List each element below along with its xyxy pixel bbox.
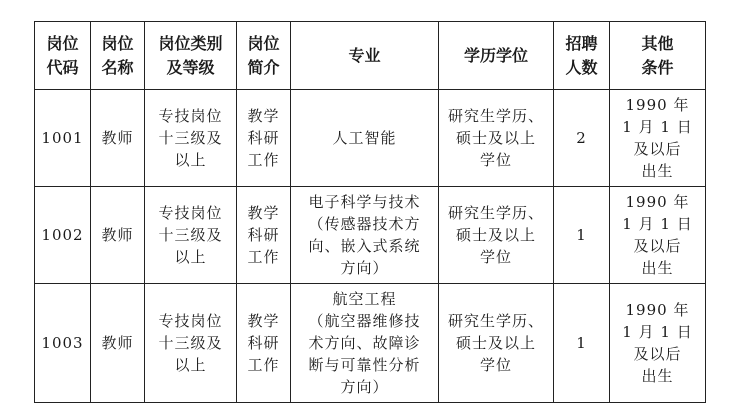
cell-text: 1990 年 [625, 193, 690, 211]
cell-text: 十三级及 [158, 226, 223, 244]
cell-text: 及以后 [633, 345, 682, 363]
cell-intro [237, 187, 291, 284]
cell-category [145, 284, 237, 403]
cell-text: 工作 [247, 356, 280, 374]
cell-text: 方向） [340, 259, 389, 277]
cell-intro [237, 90, 291, 187]
header-text: 人数 [565, 57, 598, 77]
cell-text: 硕士及以上 [455, 226, 536, 244]
cell-name: 教师 [91, 284, 145, 403]
cell-text: 教学 [247, 204, 280, 222]
cell-text: 十三级及 [158, 334, 223, 352]
cell-text: 学位 [479, 356, 512, 374]
table-row [35, 187, 706, 284]
cell-text: 1 月 1 日 [622, 323, 693, 341]
cell-text: 专技岗位 [158, 312, 223, 330]
cell-text: 硕士及以上 [455, 334, 536, 352]
cell-text: 向、嵌入式系统 [308, 237, 421, 255]
header-text: 学历学位 [463, 45, 528, 65]
cell-text: 及以后 [633, 140, 682, 158]
header-cell-education [439, 22, 554, 90]
header-text: 岗位类别 [158, 33, 223, 53]
cell-education [439, 90, 554, 187]
cell-text: 学位 [479, 248, 512, 266]
cell-name: 教师 [91, 90, 145, 187]
header-text: 简介 [247, 57, 280, 77]
cell-count: 1 [554, 284, 610, 403]
header-text: 条件 [641, 57, 674, 77]
header-cell-code [35, 22, 91, 90]
header-text: 其他 [641, 33, 674, 53]
cell-conditions [610, 90, 706, 187]
cell-text: 出生 [641, 162, 674, 180]
cell-text: 以上 [174, 356, 207, 374]
cell-text: 术方向、故障诊 [308, 334, 421, 352]
cell-text: 及以后 [633, 237, 682, 255]
cell-count: 2 [554, 90, 610, 187]
recruitment-table [34, 21, 706, 403]
cell-text: 1990 年 [625, 96, 690, 114]
cell-code: 1001 [35, 90, 91, 187]
cell-text: 1 月 1 日 [622, 118, 693, 136]
cell-conditions [610, 187, 706, 284]
header-cell-name [91, 22, 145, 90]
header-cell-intro [237, 22, 291, 90]
cell-text: 科研 [247, 226, 280, 244]
cell-text: 航空工程 [332, 290, 397, 308]
header-cell-conditions [610, 22, 706, 90]
header-text: 专业 [348, 45, 381, 65]
cell-education [439, 284, 554, 403]
cell-text: 研究生学历、 [447, 107, 544, 125]
cell-text: 研究生学历、 [447, 204, 544, 222]
cell-text: 人工智能 [332, 129, 397, 147]
cell-code: 1003 [35, 284, 91, 403]
header-cell-major [291, 22, 439, 90]
cell-text: 电子科学与技术 [308, 193, 421, 211]
cell-text: 以上 [174, 151, 207, 169]
cell-intro [237, 284, 291, 403]
header-text: 岗位 [101, 33, 134, 53]
cell-text: 1990 年 [625, 301, 690, 319]
cell-text: 学位 [479, 151, 512, 169]
cell-text: 工作 [247, 151, 280, 169]
cell-text: （传感器技术方 [308, 215, 421, 233]
cell-text: 研究生学历、 [447, 312, 544, 330]
cell-text: 以上 [174, 248, 207, 266]
cell-text: 工作 [247, 248, 280, 266]
cell-code: 1002 [35, 187, 91, 284]
cell-category [145, 187, 237, 284]
cell-text: 教学 [247, 107, 280, 125]
cell-major [291, 187, 439, 284]
table-row [35, 90, 706, 187]
header-text: 及等级 [166, 57, 215, 77]
header-row [35, 22, 706, 90]
cell-text: 教学 [247, 312, 280, 330]
cell-text: 科研 [247, 129, 280, 147]
cell-name: 教师 [91, 187, 145, 284]
table-row [35, 284, 706, 403]
header-cell-category [145, 22, 237, 90]
cell-conditions [610, 284, 706, 403]
cell-text: 断与可靠性分析 [308, 356, 421, 374]
header-text: 岗位 [46, 33, 79, 53]
cell-text: 硕士及以上 [455, 129, 536, 147]
header-text: 名称 [101, 57, 134, 77]
cell-education [439, 187, 554, 284]
cell-major [291, 284, 439, 403]
cell-count: 1 [554, 187, 610, 284]
header-cell-count [554, 22, 610, 90]
cell-category [145, 90, 237, 187]
header-text: 代码 [46, 57, 79, 77]
cell-text: 方向） [340, 378, 389, 396]
cell-text: 专技岗位 [158, 107, 223, 125]
cell-text: 出生 [641, 259, 674, 277]
header-text: 招聘 [565, 33, 598, 53]
cell-text: 专技岗位 [158, 204, 223, 222]
header-text: 岗位 [247, 33, 280, 53]
cell-text: （航空器维修技 [308, 312, 421, 330]
cell-text: 科研 [247, 334, 280, 352]
cell-major [291, 90, 439, 187]
cell-text: 出生 [641, 367, 674, 385]
cell-text: 1 月 1 日 [622, 215, 693, 233]
cell-text: 十三级及 [158, 129, 223, 147]
